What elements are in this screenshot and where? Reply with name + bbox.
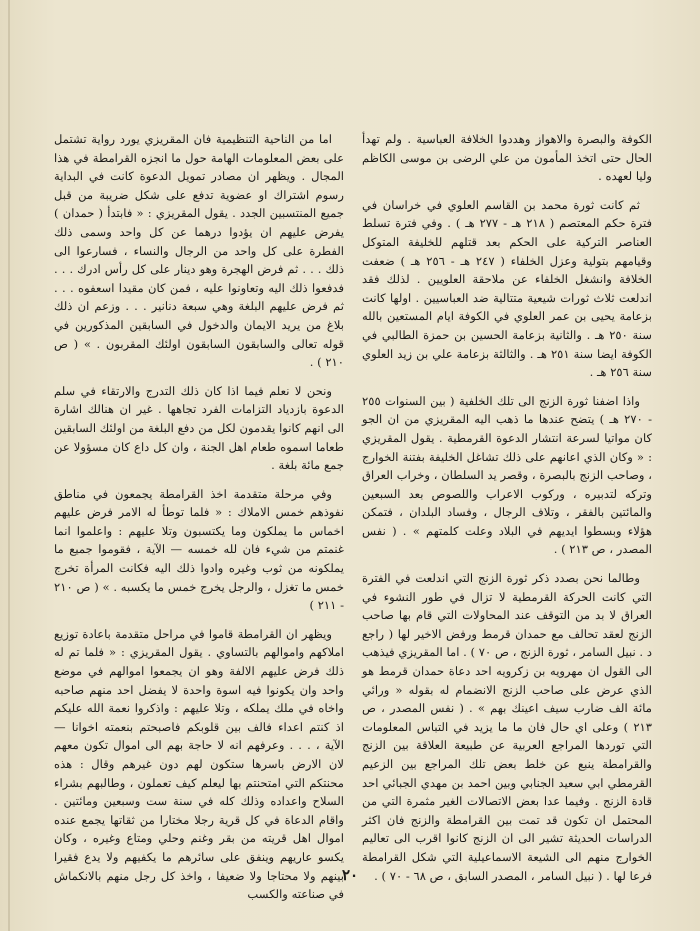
right-text-column [362,130,652,895]
left-text-column [54,130,344,914]
paragraph: ونحن لا نعلم فيما اذا كان ذلك التدرج والارتقاء في سلم الدعوة بازدياد التزامات الفرد تجاهها . غير ان هنالك اشارة الى انهم كانوا يقدمون لكل من دفع البلغة من اولئك السابقين طعاما اسموه طعام اهل الجنة ، وان كل داع كان مسؤولا عن جمع مائة بلغة . [54,383,344,473]
paragraph: وفي مرحلة متقدمة اخذ القرامطة يجمعون في مناطق نفوذهم خمس الاملاك : « فلما توطأ له الامر فرض عليهم اخماس ما يملكون وما يكتسبون وتلا عليهم : واعلموا انما غنمتم من شيء فان لله خمسه — الآية ، فقوموا جميع ما يملكونه من ثوب وغيره وادوا ذلك اليه فكانت المرأة تخرج خمس ما تغزل ، والرجل يخرج خمس ما يكسبه . » ( ص ٢١٠ - ٢١١ ) [54,486,344,613]
paragraph: الكوفة والبصرة والاهواز وهددوا الخلافة العباسية . ولم تهدأ الحال حتى اتخذ المأمون من علي الرضى بن موسى الكاظم وليا لعهده . [362,132,652,184]
paragraph: واذا اضفنا ثورة الزنج الى تلك الخلفية ( بين السنوات ٢٥٥ - ٢٧٠ هـ ) يتضح عندها ما ذهب اليه المقريزي من ان الجو كان مواتيا لسرعة انتشار الدعوة القرمطية . يقول المقريزي : « وكان الذي اعانهم على ذلك تشاغل الخليفة بفتنة الخوارج ، وصاحب الزنج بالبصرة ، وقصر يد السلطان ، وخراب العراق وتركه لتدبيره ، وركوب الاعراب واللصوص بعد السبعين والمائتين بالفقر ، وتلاف الرجال ، وفساد البلدان ، فتمكن هؤلاء وبسطوا ايديهم في البلاد وعلت كلمتهم » . ( نفس المصدر ، ص ٢١٣ ) . [362,393,652,557]
paragraph: ثم كانت ثورة محمد بن القاسم العلوي في خراسان في فترة حكم المعتصم ( ٢١٨ هـ - ٢٧٧ هـ ) . وفي فترة تسلط العناصر التركية على الحكم بعد قتلهم للخليفة المتوكل وقيامهم بتولية وعزل الخلفاء ( ٢٤٧ هـ - ٢٥٦ هـ ) ضعفت الخلافة وانشغل الخلفاء عن ملاحقة العلويين . لذلك فقد اندلعت ثلاث ثورات شيعية متتالية ضد العباسيين . اولها كانت بزعامة يحيى بن عمر العلوي في الكوفة ايام المستعين بالله سنة ٢٥٠ هـ . والثانية بزعامة الحسين بن حمزة الطالبي في الكوفة ايضا سنة ٢٥١ هـ . والثالثة بزعامة علي بن زيد العلوي سنة ٢٥٦ هـ . [362,197,653,380]
paragraph: اما من الناحية التنظيمية فان المقريزي يورد رواية تشتمل على بعض المعلومات الهامة حول ما انجزه القرامطة في هذا المجال . ويظهر ان مصادر تمويل الدعوة كانت في البداية رسوم اشتراك او عضوية تدفع على شكل ضريبة من قبل جميع المنتسبين الجدد . يقول المقريزي : « فابتدأ ( حمدان ) يفرض عليهم ان يؤدوا درهما عن كل واحد وسمى ذلك الفطرة على كل واحد من الرجال والنساء ، فسارعوا الى ذلك . . . ثم فرض الهجرة وهو دينار على كل رأس ادرك . . . فدفعوا ذلك اليه وتعاونوا عليه ، فمن كان مقيدا اسعفوه . . . ثم فرض عليهم البلغة وهي سبعة دنانير . . . وزعم ان ذلك بلاغ من يريد الايمان والدخول في السابقين المذكورين في قوله تعالى والسابقون السابقون اولئك المقربون . » ( ص ٢١٠ ) . [54,132,344,370]
paragraph: ويظهر ان القرامطة قاموا في مراحل متقدمة باعادة توزيع املاكهم واموالهم بالتساوي . يقول المقريزي : « فلما تم له ذلك فرض عليهم الالفة وهو ان يجمعوا اموالهم في موضع واحد وان يكونوا فيه اسوة واحدة لا يفضل احد منهم صاحبه واخاه في ملك يملكه ، وتلا عليهم : واذكروا نعمة الله عليكم اذ كنتم اعداء فالف بين قلوبكم فاصبحتم بنعمته اخوانا — الآية ، . . . وعرفهم انه لا حاجة بهم الى اموال تكون معهم لان الارض باسرها ستكون لهم دون غيرهم وقال : هذه محنتكم التي امتحنتم بها ليعلم كيف تعملون ، وطالبهم بشراء السلاح واعداده وذلك كله في سنة ست وسبعين ومائتين . واقام الدعاة في كل قرية رجلا مختارا من ثقاتها يجمع عنده اموال اهل قريته من بقر وغنم وحلي ومتاع وغيره ، وكان يكسو عاريهم وينفق على سائرهم ما يكفيهم ولا يدع فقيرا بينهم ولا محتاجا ولا ضعيفا ، واخذ كل رجل منهم بالانكماش في صناعته والكسب [54,626,344,902]
binding-fold [8,0,10,931]
page-number: ٢٠ [341,866,359,884]
paragraph: وطالما نحن بصدد ذكر ثورة الزنج التي اندلعت في الفترة التي كانت الحركة القرمطية لا تزال في طور النشوء في العراق لا بد من التوقف عند المحاولات التي قام بها صاحب الزنج لعقد تحالف مع حمدان قرمط ورفض الاخير لها ( راجع د . نبيل السامر ، ثورة الزنج ، ص ٧٠ ) . اما المقريزي فيذهب الى القول ان مهرويه بن زكرويه احد دعاة حمدان قرمط هو الذي عرض على صاحب الزنج الانضمام له بقوله « ورائي مائة الف ضارب سيف اعينك بهم » . ( نفس المصدر ، ص ٢١٣ ) وعلى اي حال فان ما ما يزيد في التباس المعلومات التي توردها المراجع العربية عن طبيعة العلاقة بين الزنج والقرامطة ينبع عن خلط بعض تلك المراجع بين الزعيم القرمطي ابي سعيد الجنابي وبين احمد بن مهدي الجبائي احد قادة الزنج . وفيما عدا بعض الاتصالات الغير مثمرة التي من المحتمل ان تكون قد تمت بين القرامطة والزنج فان اكثر الدراسات الحديثة تشير الى ان الزنج كانوا اقرب الى تعاليم الخوارج منهم الى الشيعة الاسماعيلية التي شكل القرامطة فرعا لها . ( نبيل السامر ، المصدر السابق ، ص ٦٨ - ٧٠ ) . [362,571,652,883]
